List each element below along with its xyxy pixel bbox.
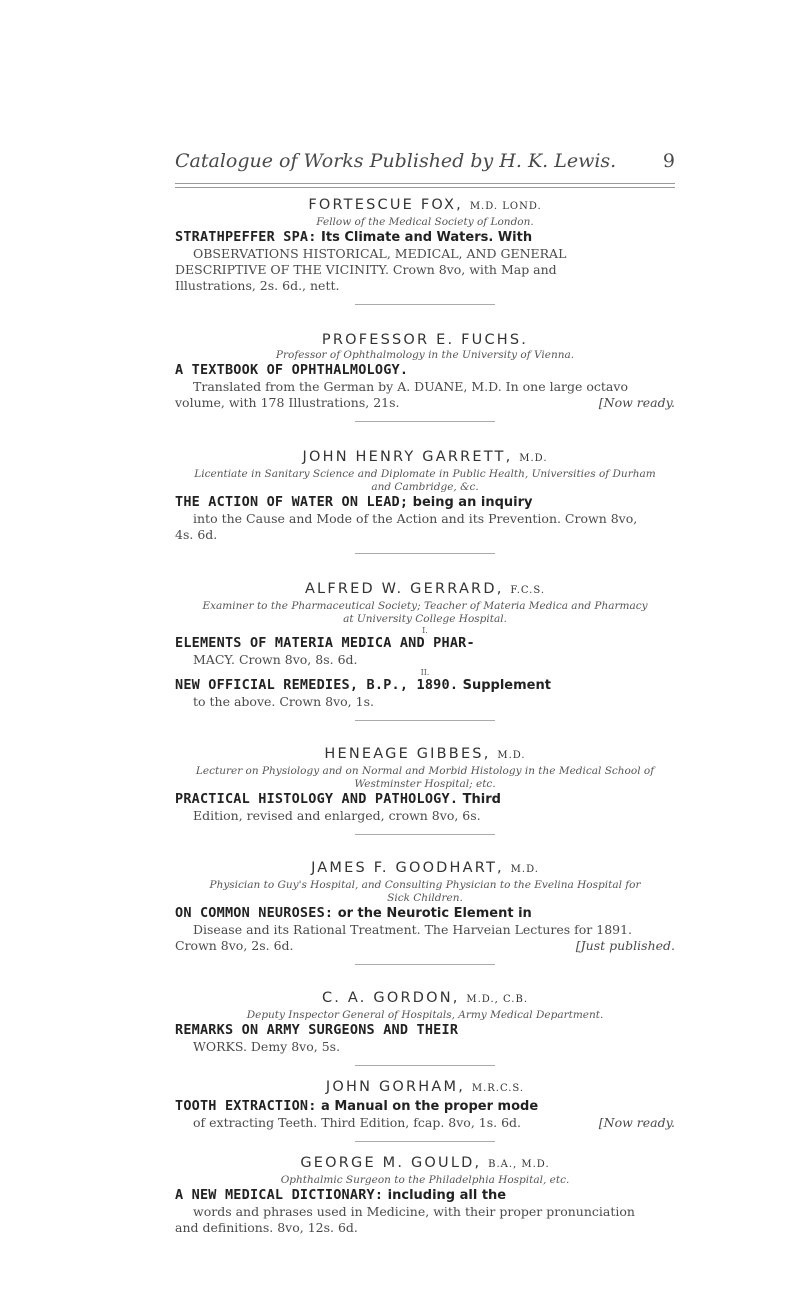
catalogue-entry	[175, 1141, 675, 1236]
author-name-text: JAMES F. GOODHART,	[311, 860, 504, 876]
book-subtitle: Its Climate and Waters. With	[321, 230, 533, 245]
catalogue-entry	[175, 1065, 675, 1131]
book-subtitle: being an inquiry	[412, 495, 533, 510]
entry-separator	[355, 304, 495, 305]
page-number: 9	[662, 150, 675, 172]
book-details: of extracting Teeth. Third Edition, fcap. 8vo, 1s. 6d. [Now ready.	[193, 1115, 675, 1130]
entry-separator	[355, 553, 495, 554]
book-details: to the above. Crown 8vo, 1s.	[193, 694, 374, 709]
book-title-text: STRATHPEFFER SPA:	[175, 229, 317, 245]
book-title	[175, 635, 675, 652]
availability-status: [Now ready.	[598, 1115, 675, 1130]
author-name-text: JOHN GORHAM,	[325, 1079, 466, 1095]
entry-separator	[355, 964, 495, 965]
book-subtitle: or the Neurotic Element in	[337, 906, 532, 921]
book-title	[175, 229, 675, 246]
availability-status: [Just published.	[575, 938, 675, 953]
book-title	[175, 905, 675, 922]
book-details: and definitions. 8vo, 12s. 6d.	[175, 1220, 358, 1235]
author-description: Lecturer on Physiology and on Normal and Morbid Histology in the Medical School of	[195, 765, 655, 777]
author-degrees: M.D., C.B.	[466, 994, 529, 1005]
book-details: into the Cause and Mode of the Action and its Prevention. Crown 8vo,	[193, 511, 638, 526]
book-details: Disease and its Rational Treatment. The Harveian Lectures for 1891.	[193, 922, 633, 937]
entry-separator	[355, 1141, 495, 1142]
author-name	[175, 580, 675, 600]
author-description: Licentiate in Sanitary Science and Diplomate in Public Health, Universities of Durham	[194, 468, 656, 480]
entry-separator	[355, 421, 495, 422]
entry-separator	[355, 1065, 495, 1066]
book-title-text: REMARKS ON ARMY SURGEONS AND THEIR	[175, 1022, 459, 1038]
author-name-text: PROFESSOR E. FUCHS.	[321, 332, 529, 348]
book-title	[175, 677, 675, 694]
catalogue-entry	[175, 720, 675, 824]
author-description: at University College Hospital.	[343, 613, 507, 625]
book-details: DESCRIPTIVE OF THE VICINITY. Crown 8vo, with Map and	[175, 262, 557, 277]
book-details: Edition, revised and enlarged, crown 8vo, 6s.	[193, 808, 481, 823]
author-name-text: GEORGE M. GOULD,	[300, 1155, 482, 1171]
author-name	[175, 331, 675, 349]
author-name	[175, 989, 675, 1009]
book-subtitle: a Manual on the proper mode	[321, 1099, 539, 1114]
author-name	[175, 1154, 675, 1174]
author-degrees: M.D.	[497, 750, 526, 761]
author-degrees: M.R.C.S.	[471, 1083, 525, 1094]
book-details: MACY. Crown 8vo, 8s. 6d.	[193, 652, 358, 667]
header-rule	[175, 183, 675, 188]
author-description: Deputy Inspector General of Hospitals, Army Medical Department.	[246, 1009, 604, 1021]
author-description: Professor of Ophthalmology in the University of Vienna.	[275, 349, 575, 361]
book-title	[175, 494, 675, 511]
author-name	[175, 859, 675, 879]
catalogue-entry	[175, 964, 675, 1055]
book-details: OBSERVATIONS HISTORICAL, MEDICAL, AND GENERAL	[193, 246, 567, 261]
author-description: Examiner to the Pharmaceutical Society; Teacher of Materia Medica and Pharmacy	[202, 600, 648, 612]
book-details: Crown 8vo, 2s. 6d. [Just published.	[175, 938, 675, 953]
book-title-text: A TEXTBOOK OF OPHTHALMOLOGY.	[175, 362, 409, 378]
author-description: Fellow of the Medical Society of London.	[316, 216, 534, 228]
author-name	[175, 196, 675, 216]
volume-numeral: I.	[422, 626, 428, 635]
author-description: and Cambridge, &c.	[371, 481, 479, 493]
running-head	[175, 150, 675, 172]
author-name-text: JOHN HENRY GARRETT,	[302, 449, 513, 465]
book-title-text: ELEMENTS OF MATERIA MEDICA AND PHAR-	[175, 635, 475, 651]
author-degrees: M.D.	[519, 453, 548, 464]
author-name-text: C. A. GORDON,	[321, 990, 460, 1006]
author-name	[175, 448, 675, 468]
book-details: Translated from the German by A. DUANE, M.D. In one large octavo	[193, 379, 628, 394]
catalogue-entry	[175, 421, 675, 543]
author-name	[175, 1078, 675, 1098]
book-details: Illustrations, 2s. 6d., nett.	[175, 278, 340, 293]
author-name-text: FORTESCUE FOX,	[308, 197, 463, 213]
book-title	[175, 791, 675, 808]
book-title-text: THE ACTION OF WATER ON LEAD;	[175, 494, 409, 510]
catalogue-entry	[175, 304, 675, 411]
book-title	[175, 1098, 675, 1115]
book-details: WORKS. Demy 8vo, 5s.	[193, 1039, 341, 1054]
book-title-text: A NEW MEDICAL DICTIONARY:	[175, 1187, 384, 1203]
book-title-text: PRACTICAL HISTOLOGY AND PATHOLOGY.	[175, 791, 459, 807]
book-title-text: NEW OFFICIAL REMEDIES, B.P., 1890.	[175, 677, 459, 693]
entry-separator	[355, 720, 495, 721]
author-description: Sick Children.	[387, 892, 463, 904]
author-degrees: M.D.	[510, 864, 539, 875]
book-subtitle: Third	[462, 792, 501, 807]
book-title-text: ON COMMON NEUROSES:	[175, 905, 334, 921]
running-head-title: Catalogue of Works Published by H. K. Lewis.	[175, 150, 617, 172]
author-degrees: M.D. LOND.	[469, 201, 542, 212]
author-name-text: HENEAGE GIBBES,	[324, 746, 491, 762]
book-subtitle: including all the	[387, 1188, 507, 1203]
author-degrees: B.A., M.D.	[488, 1159, 550, 1170]
catalogue-entry	[175, 834, 675, 954]
author-description: Westminster Hospital; etc.	[354, 778, 496, 790]
author-degrees: F.C.S.	[510, 585, 546, 596]
catalogue-entries	[175, 196, 675, 1236]
book-details: 4s. 6d.	[175, 527, 218, 542]
author-name	[175, 745, 675, 765]
book-title-text: TOOTH EXTRACTION:	[175, 1098, 317, 1114]
availability-status: [Now ready.	[598, 395, 675, 410]
catalogue-entry	[175, 553, 675, 710]
book-subtitle: Supplement	[462, 678, 551, 693]
book-title	[175, 1187, 675, 1204]
volume-numeral: II.	[420, 668, 430, 677]
author-description: Ophthalmic Surgeon to the Philadelphia Hospital, etc.	[280, 1174, 570, 1186]
book-details: volume, with 178 Illustrations, 21s. [Now ready.	[175, 395, 675, 410]
book-title	[175, 362, 675, 379]
catalogue-entry	[175, 196, 675, 294]
entry-separator	[355, 834, 495, 835]
author-name-text: ALFRED W. GERRARD,	[304, 581, 504, 597]
book-details: words and phrases used in Medicine, with their proper pronunciation	[193, 1204, 635, 1219]
author-description: Physician to Guy's Hospital, and Consulting Physician to the Evelina Hospital for	[209, 879, 641, 891]
book-title	[175, 1022, 675, 1039]
